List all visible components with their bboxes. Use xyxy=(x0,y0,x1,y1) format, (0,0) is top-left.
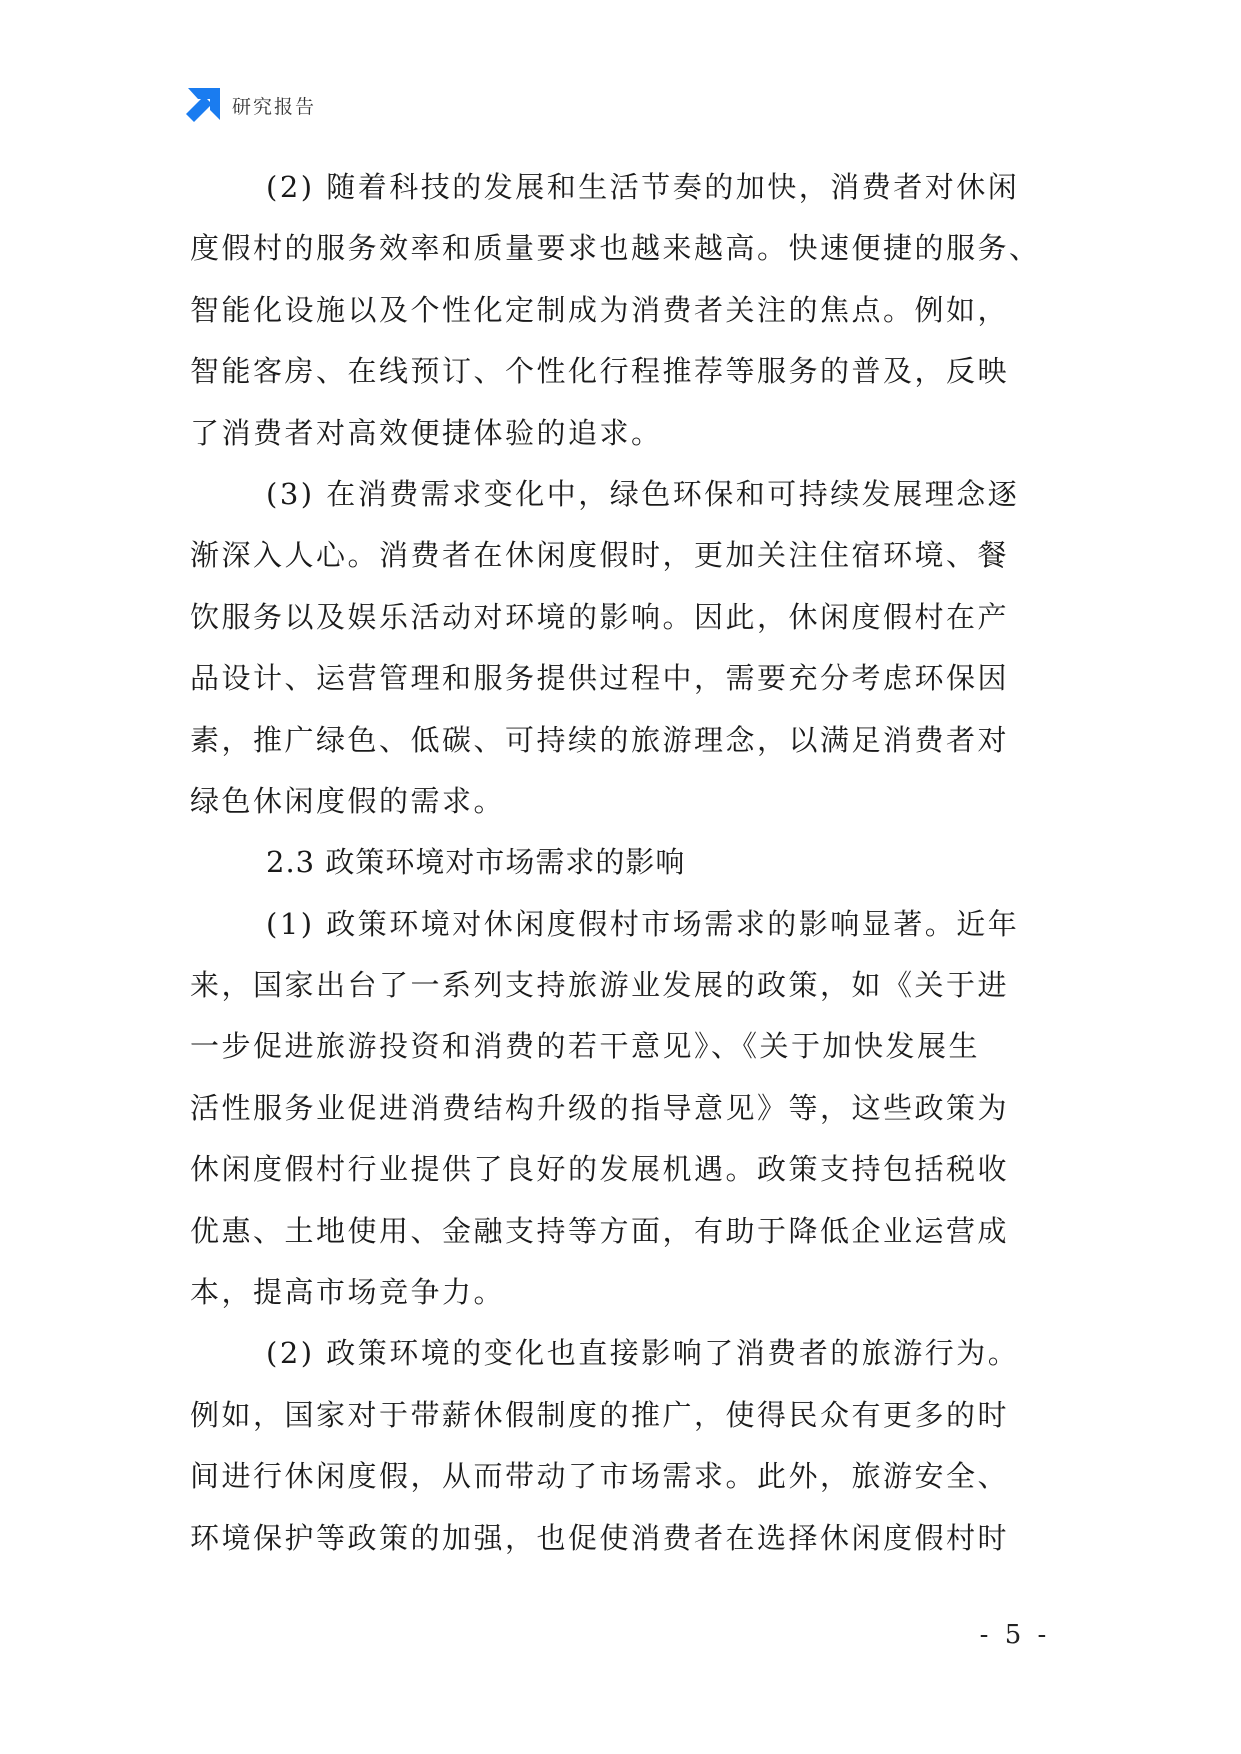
paragraph-line: (2) 随着科技的发展和生活节奏的加快，消费者对休闲 xyxy=(266,170,1020,204)
header-title: 研究报告 xyxy=(232,95,317,118)
paragraph-line: 饮服务以及娱乐活动对环境的影响。因此，休闲度假村在产 xyxy=(190,599,1010,634)
paragraph-line: 休闲度假村行业提供了良好的发展机遇。政策支持包括税收 xyxy=(190,1152,1010,1187)
paragraph-line: (3) 在消费需求变化中，绿色环保和可持续发展理念逐 xyxy=(266,476,1020,511)
paragraph-line: 间进行休闲度假，从而带动了市场需求。此外，旅游安全、 xyxy=(190,1459,1010,1494)
paragraph-line: 环境保护等政策的加强，也促使消费者在选择休闲度假村时 xyxy=(190,1520,1010,1555)
paragraph-line: 度假村的服务效率和质量要求也越来越高。快速便捷的服务、 xyxy=(190,231,1041,266)
paragraph-line: 本，提高市场竞争力。 xyxy=(190,1275,506,1310)
section-heading: 2.3 政策环境对市场需求的影响 xyxy=(266,845,686,880)
paragraph-line: (2) 政策环境的变化也直接影响了消费者的旅游行为。 xyxy=(266,1336,1020,1371)
paragraph-line: 了消费者对高效便捷体验的追求。 xyxy=(190,415,663,450)
page-header xyxy=(186,88,316,122)
paragraph-line: 绿色休闲度假的需求。 xyxy=(190,783,506,818)
paragraph-line: 优惠、土地使用、金融支持等方面，有助于降低企业运营成 xyxy=(190,1213,1010,1248)
paragraph-line: 智能客房、在线预订、个性化行程推荐等服务的普及，反映 xyxy=(190,354,1010,389)
paragraph-line: 来，国家出台了一系列支持旅游业发展的政策，如《关于进 xyxy=(190,968,1010,1003)
page-number: - 5 - xyxy=(979,1620,1051,1650)
paragraph-line: 智能化设施以及个性化定制成为消费者关注的焦点。例如， xyxy=(190,292,1010,327)
paragraph-line: 渐深入人心。消费者在休闲度假时，更加关注住宿环境、餐 xyxy=(190,538,1010,573)
paragraph-line: 活性服务业促进消费结构升级的指导意见》等，这些政策为 xyxy=(190,1090,1010,1125)
paragraph-line: 素，推广绿色、低碳、可持续的旅游理念，以满足消费者对 xyxy=(190,722,1010,757)
paragraph-line: (1) 政策环境对休闲度假村市场需求的影响显著。近年 xyxy=(266,906,1020,941)
paragraph-line: 例如，国家对于带薪休假制度的推广，使得民众有更多的时 xyxy=(190,1397,1010,1432)
paragraph-line: 一步促进旅游投资和消费的若干意见》、《关于加快发展生 xyxy=(190,1029,981,1064)
arrow-up-right-logo-icon xyxy=(186,88,220,122)
paragraph-line: 品设计、运营管理和服务提供过程中，需要充分考虑环保因 xyxy=(190,661,1010,696)
document-body xyxy=(190,157,1090,1569)
